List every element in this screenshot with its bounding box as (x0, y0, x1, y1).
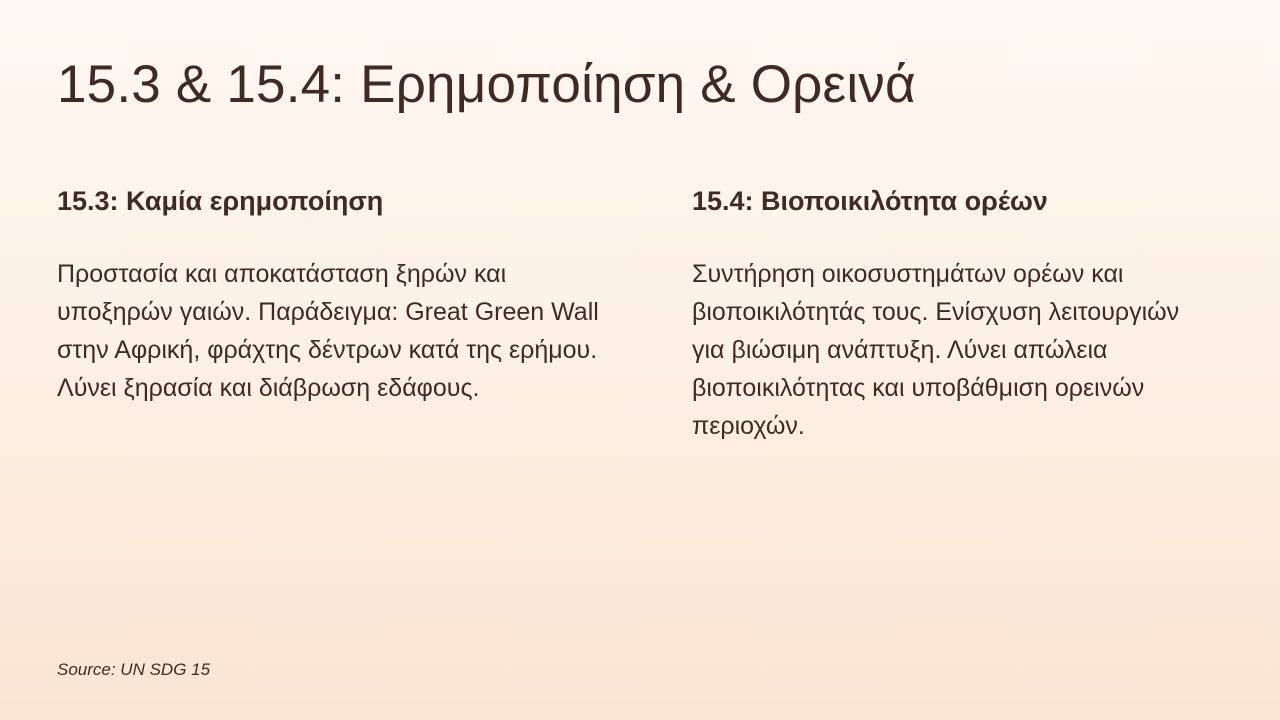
column-left-heading: 15.3: Καμία ερημοποίηση (57, 186, 384, 216)
slide-title: 15.3 & 15.4: Ερημοποίηση & Ορεινά (57, 55, 916, 114)
content-columns (57, 185, 1227, 445)
column-right-heading: 15.4: Βιοποικιλότητα ορέων (692, 186, 1048, 216)
column-right-body: Συντήρηση οικοσυστημάτων ορέων και βιοποικιλότητάς τους. Ενίσχυση λειτουργιών για βιώσιμη ανάπτυξη. Λύνει απώλεια βιοποικιλότητας και υποβάθμιση ορεινών περιοχών. (692, 260, 1180, 441)
column-left-body: Προστασία και αποκατάσταση ξηρών και υποξηρών γαιών. Παράδειγμα: Great Green Wall στην Αφρική, φράχτης δέντρων κατά της ερήμου. Λύνει ξηρασία και διάβρωση εδάφους. (57, 260, 599, 403)
source-note: Source: UN SDG 15 (57, 660, 211, 679)
column-right (652, 185, 1207, 445)
column-left (57, 185, 612, 445)
